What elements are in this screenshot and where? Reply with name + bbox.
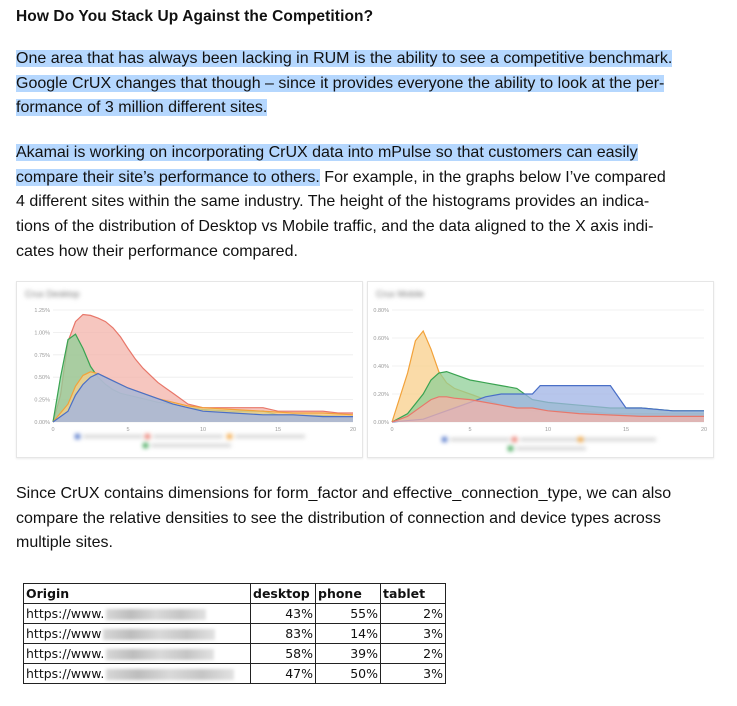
legend-label bbox=[153, 435, 223, 438]
legend-label bbox=[83, 435, 143, 438]
x-tick-label: 5 bbox=[468, 427, 472, 433]
legend-swatch bbox=[227, 434, 232, 439]
origin-text: https://www. bbox=[26, 606, 105, 621]
y-tick-label: 0.75% bbox=[34, 352, 50, 359]
desktop-cell: 47% bbox=[251, 664, 316, 684]
x-tick-label: 10 bbox=[199, 427, 207, 433]
selected-text[interactable]: compare their site’s performance to others. bbox=[16, 168, 320, 186]
redacted-domain bbox=[106, 669, 234, 680]
origin-text: https://www. bbox=[26, 646, 105, 661]
table-row bbox=[24, 604, 446, 624]
y-tick-label: 1.25% bbox=[34, 308, 50, 314]
y-tick-label: 0.40% bbox=[373, 364, 389, 370]
crux-charts bbox=[16, 281, 714, 456]
crux-mobile-plot bbox=[368, 282, 713, 457]
section-heading: How Do You Stack Up Against the Competition? bbox=[16, 8, 374, 25]
origin-cell bbox=[24, 664, 251, 684]
legend-swatch bbox=[578, 437, 583, 442]
paragraph-crux-dimensions bbox=[16, 482, 726, 556]
legend-swatch bbox=[145, 434, 150, 439]
selected-text[interactable]: One area that has always been lacking in RUM is the ability to see a competitive benchmark. bbox=[16, 50, 673, 67]
legend-label bbox=[450, 438, 510, 441]
legend-label bbox=[516, 447, 586, 450]
paragraph-text: For example, in the graphs below I’ve compared bbox=[319, 168, 666, 186]
tablet-cell: 2% bbox=[381, 644, 446, 664]
table-row bbox=[24, 624, 446, 644]
phone-cell: 50% bbox=[316, 664, 381, 684]
y-tick-label: 0.20% bbox=[373, 392, 389, 398]
paragraph-text: tions of the distribution of Desktop vs Mobile traffic, and the data aligned to the X axis indi- bbox=[16, 218, 654, 236]
x-tick-label: 15 bbox=[274, 427, 282, 433]
origin-cell bbox=[24, 604, 251, 624]
column-header-phone: phone bbox=[316, 584, 381, 604]
table-row bbox=[24, 644, 446, 664]
legend-label bbox=[151, 444, 231, 447]
x-tick-label: 5 bbox=[126, 427, 130, 433]
legend-swatch bbox=[143, 443, 148, 448]
x-tick-label: 15 bbox=[622, 427, 630, 433]
table-row bbox=[24, 664, 446, 684]
redacted-domain bbox=[106, 609, 206, 620]
y-tick-label: 1.00% bbox=[34, 330, 50, 337]
legend-label bbox=[586, 438, 656, 441]
y-tick-label: 0.00% bbox=[373, 420, 389, 426]
y-tick-label: 0.50% bbox=[34, 375, 50, 382]
column-header-desktop: desktop bbox=[251, 584, 316, 604]
origin-text: https://www bbox=[26, 626, 102, 641]
paragraph-intro bbox=[16, 47, 726, 121]
legend-swatch bbox=[442, 437, 447, 442]
paragraph-text: 4 different sites within the same industry. The height of the histograms provides an indica- bbox=[16, 193, 650, 211]
desktop-cell: 58% bbox=[251, 644, 316, 664]
table-header-row bbox=[24, 584, 446, 604]
paragraph-text: cates how their performance compared. bbox=[16, 242, 298, 260]
tablet-cell: 3% bbox=[381, 624, 446, 644]
y-tick-label: 0.80% bbox=[373, 308, 389, 314]
crux-desktop-chart bbox=[16, 281, 363, 458]
chart-legend bbox=[75, 434, 305, 448]
chart-title: Crux Mobile bbox=[376, 289, 425, 299]
tablet-cell: 2% bbox=[381, 604, 446, 624]
column-header-tablet: tablet bbox=[381, 584, 446, 604]
desktop-cell: 43% bbox=[251, 604, 316, 624]
phone-cell: 14% bbox=[316, 624, 381, 644]
selected-text[interactable]: formance of 3 million different sites. bbox=[16, 99, 268, 117]
device-distribution-table bbox=[23, 583, 446, 684]
crux-desktop-plot bbox=[17, 282, 362, 457]
x-tick-label: 20 bbox=[700, 427, 708, 433]
legend-label bbox=[235, 435, 305, 438]
legend-swatch bbox=[512, 437, 517, 442]
redacted-domain bbox=[106, 649, 214, 660]
tablet-cell: 3% bbox=[381, 664, 446, 684]
paragraph-text: compare the relative densities to see the distribution of connection and device types across bbox=[16, 509, 661, 527]
x-tick-label: 0 bbox=[390, 427, 394, 433]
desktop-cell: 83% bbox=[251, 624, 316, 644]
paragraph-text: Since CrUX contains dimensions for form_factor and effective_connection_type, we can also bbox=[16, 485, 672, 502]
origin-cell bbox=[24, 644, 251, 664]
paragraph-akamai bbox=[16, 141, 726, 265]
x-tick-label: 0 bbox=[51, 427, 55, 433]
x-tick-label: 20 bbox=[349, 427, 357, 433]
phone-cell: 39% bbox=[316, 644, 381, 664]
selected-text[interactable]: Akamai is working on incorporating CrUX data into mPulse so that customers can easily bbox=[16, 144, 638, 161]
y-tick-label: 0.25% bbox=[34, 397, 50, 404]
paragraph-text: multiple sites. bbox=[16, 534, 113, 552]
redacted-domain bbox=[103, 629, 215, 640]
y-tick-label: 0.60% bbox=[373, 336, 389, 342]
selected-text[interactable]: Google CrUX changes that though – since it provides everyone the ability to look at the per- bbox=[16, 74, 665, 92]
origin-cell bbox=[24, 624, 251, 644]
phone-cell: 55% bbox=[316, 604, 381, 624]
x-tick-label: 10 bbox=[544, 427, 552, 433]
legend-swatch bbox=[75, 434, 80, 439]
crux-mobile-chart bbox=[367, 281, 714, 458]
origin-text: https://www. bbox=[26, 666, 105, 681]
column-header-origin: Origin bbox=[24, 584, 251, 604]
chart-legend bbox=[442, 437, 656, 451]
legend-swatch bbox=[508, 446, 513, 451]
y-tick-label: 0.00% bbox=[34, 420, 50, 426]
chart-title: Crux Desktop bbox=[25, 289, 80, 299]
